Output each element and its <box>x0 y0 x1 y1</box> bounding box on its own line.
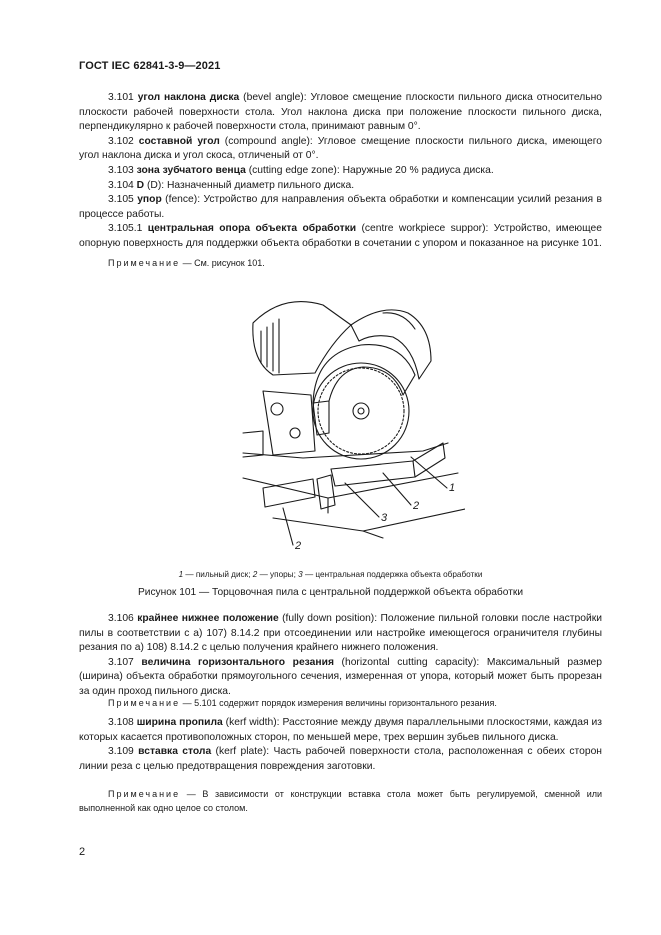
blade-guard <box>313 345 415 403</box>
centre-workpiece-support <box>317 475 335 509</box>
miter-saw-figure <box>233 283 465 556</box>
motor-housing <box>253 302 351 375</box>
figure-legend: 1 — пильный диск; 2 — упоры; 3 — центральная поддержка объекта обработки <box>178 570 483 579</box>
figure-caption: Рисунок 101 — Торцовочная пила с центральной поддержкой объекта обработки <box>137 587 524 598</box>
definition-3-109: 3.109 вставка стола (kerf plate): Часть рабочей поверхности стола, расположенная с обеих сторон линии реза с целью предотвращения повреждения заготовки. <box>79 746 602 772</box>
definition-3-105: 3.105 упор (fence): Устройство для направления объекта обработки и компенсации усилий резания в процессе работы. <box>79 194 602 220</box>
saw-blade <box>313 363 409 459</box>
callout-3: 3 <box>381 512 388 524</box>
definition-3-107: 3.107 величина горизонтального резания (horizontal cutting capacity): Максимальный размер (ширина) объекта обработки прямоугольного сечения, измеренная от упора, который может быть прорезан за один проход пильного диска. <box>79 656 602 697</box>
definitions-bottom <box>79 716 602 774</box>
callout-1: 1 <box>449 482 456 494</box>
definition-3-103: 3.103 зона зубчатого венца (cutting edge zone): Наружные 20 % радиуса диска. <box>108 164 494 176</box>
standard-header: ГОСТ IEC 62841-3-9—2021 <box>79 60 221 72</box>
definitions-mid <box>79 612 602 700</box>
definition-3-101: 3.101 угол наклона диска (bevel angle): Угловое смещение плоскости пильного диска относительно плоскости рабочей поверхности стола. Угол наклона диска при положение плоскости пильного диска, перпендикулярно к рабочей поверхности стола, принимают равным 0°. <box>79 92 603 133</box>
definition-3-105-1: 3.105.1 центральная опора объекта обработки (centre workpiece suppor): Устройство, имеющее опорную поверхность для поддержки объекта обработки в сочетании с упором и показанное на рисунке 101. <box>79 223 602 249</box>
callout-2-right: 2 <box>413 500 420 512</box>
definition-3-106: 3.106 крайнее нижнее положение (fully down position): Положение пильной головки после настройки пилы в соответствии с а) 107) 8.14.2 при отсоединении или настройке имеющегося ограничителя глубины резания по а) 108) 8.14.2 с целью получения крайнего нижнего положения. <box>79 613 602 654</box>
definition-3-108: 3.108 ширина пропила (kerf width): Расстояние между двумя параллельными плоскостями, каждая из которых касается противоположных сторон, по меньшей мере, трех вершин зубьев пильного диска. <box>79 717 602 743</box>
pivot-arm <box>263 391 315 455</box>
note-see-figure: Примечание — См. рисунок 101. <box>108 258 265 268</box>
definitions-top <box>79 91 602 252</box>
definition-3-102: 3.102 составной угол (compound angle): Угловое смещение плоскости пильного диска, имеющего угол наклона диска и угол скоса, отличеный от 0°. <box>79 135 602 162</box>
note-horizontal-capacity: Примечание — 5.101 содержит порядок измерения величины горизонтального резания. <box>108 698 497 708</box>
table-edge <box>243 443 448 458</box>
definition-3-104: 3.104 D (D): Назначенный диаметр пильного диска. <box>108 179 355 191</box>
fence-right <box>331 461 415 486</box>
callout-2-left: 2 <box>295 540 302 552</box>
note-kerf-plate: Примечание — В зависимости от конструкции вставка стола может быть регулируемой, сменной или выполненной как одно целое со столом. <box>79 789 602 813</box>
page-number: 2 <box>79 846 86 858</box>
